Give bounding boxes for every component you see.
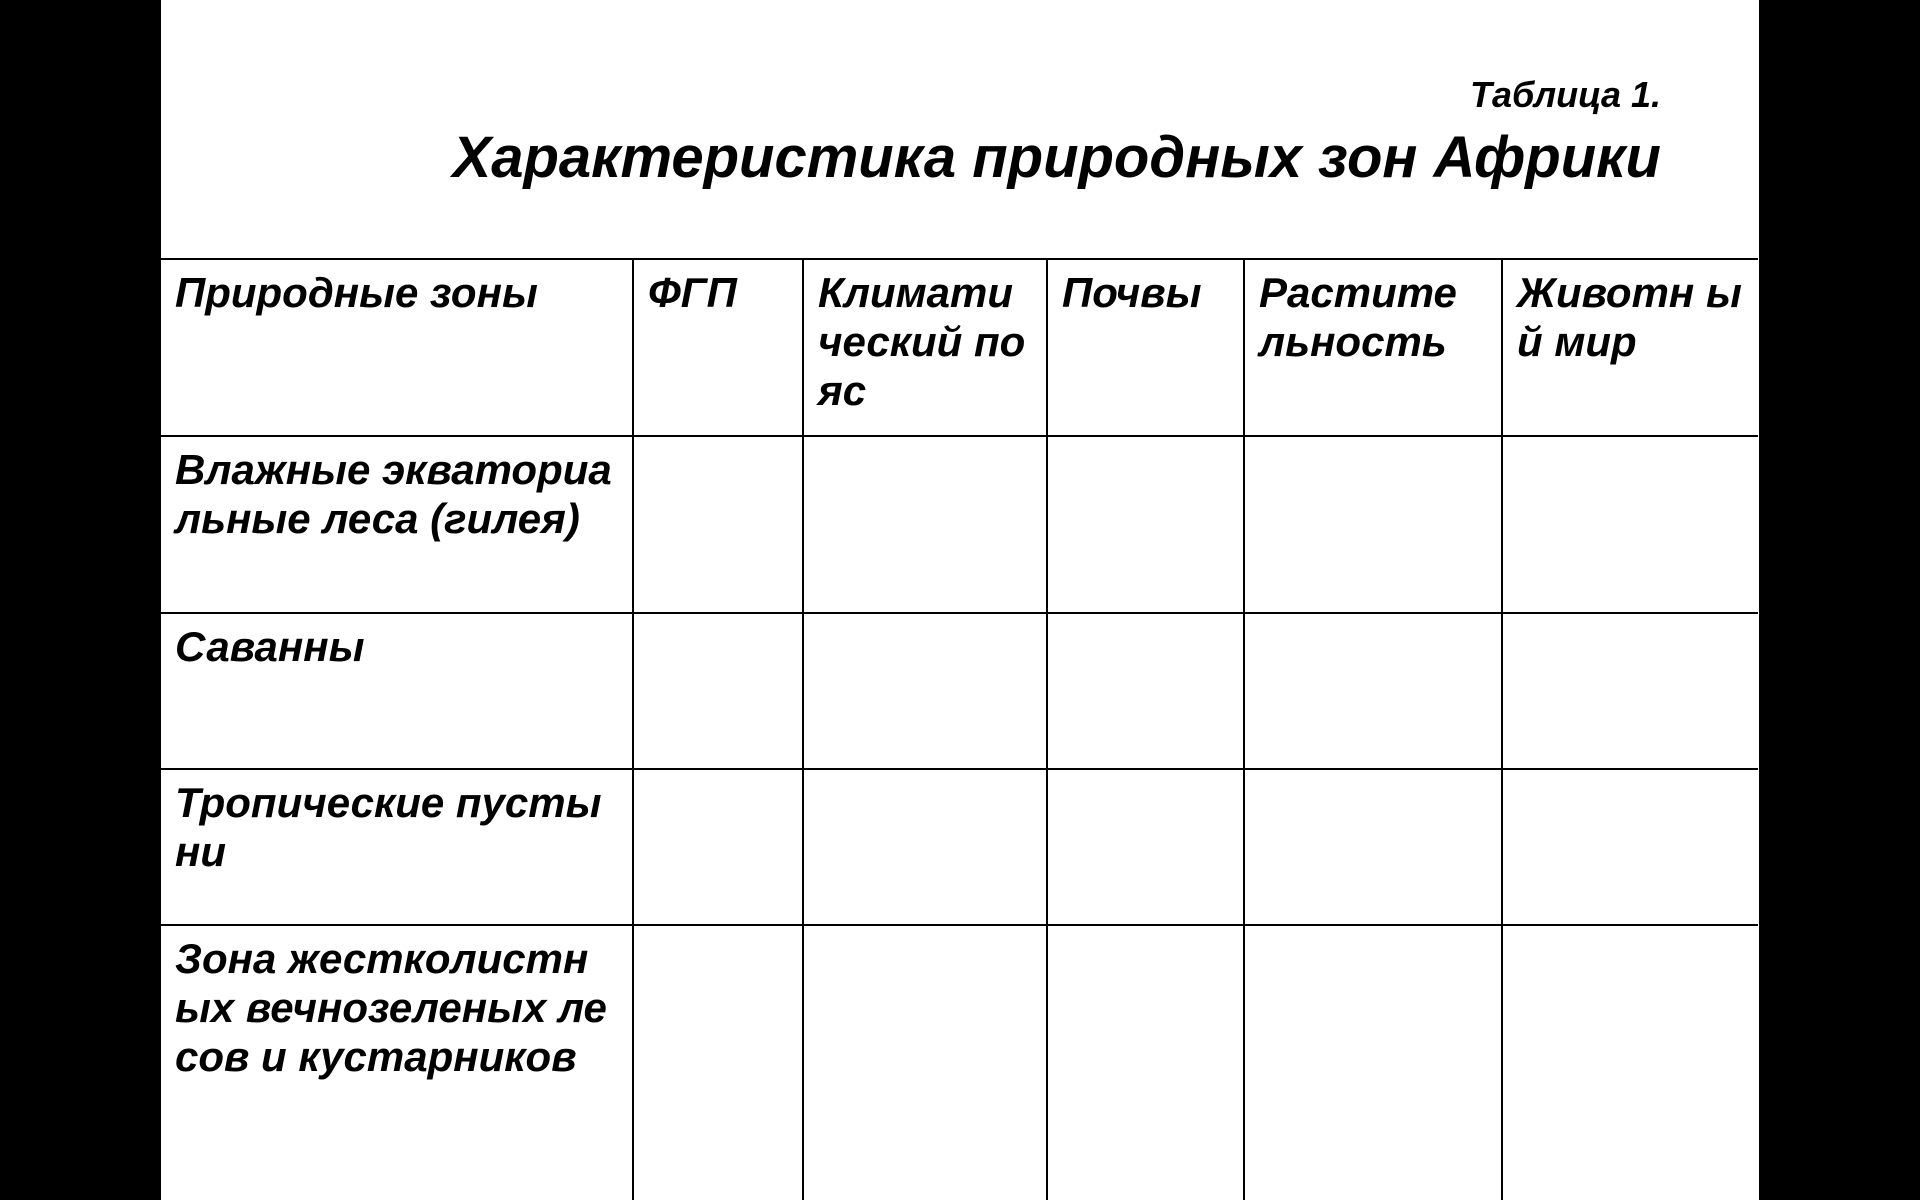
empty-cell xyxy=(1047,436,1244,613)
header-fgp: ФГП xyxy=(633,259,803,436)
table-row xyxy=(161,436,1758,613)
empty-cell xyxy=(1244,769,1502,925)
empty-cell xyxy=(1244,925,1502,1200)
table-row xyxy=(161,769,1758,925)
zone-name-cell: Зона жестколистных вечнозеленых лесов и кустарников xyxy=(161,925,633,1200)
zone-name-cell: Влажные экваториальные леса (гилея) xyxy=(161,436,633,613)
header-soils: Почвы xyxy=(1047,259,1244,436)
page-title: Характеристика природных зон Африки xyxy=(452,125,1661,190)
empty-cell xyxy=(1502,613,1758,769)
table-header-row xyxy=(161,259,1758,436)
natural-zones-table xyxy=(161,258,1758,1200)
header-fauna: Животн ый мир xyxy=(1502,259,1758,436)
header-vegetation: Растите льность xyxy=(1244,259,1502,436)
empty-cell xyxy=(803,769,1047,925)
header-climate-belt: Климати ческий пояс xyxy=(803,259,1047,436)
header-natural-zones: Природные зоны xyxy=(161,259,633,436)
table-row xyxy=(161,925,1758,1200)
empty-cell xyxy=(1244,613,1502,769)
empty-cell xyxy=(1502,925,1758,1200)
empty-cell xyxy=(633,925,803,1200)
zone-name-cell: Тропические пустыни xyxy=(161,769,633,925)
empty-cell xyxy=(1502,769,1758,925)
table-row xyxy=(161,613,1758,769)
slide xyxy=(161,0,1759,1200)
empty-cell xyxy=(803,925,1047,1200)
empty-cell xyxy=(633,436,803,613)
empty-cell xyxy=(1244,436,1502,613)
empty-cell xyxy=(1047,613,1244,769)
empty-cell xyxy=(1047,925,1244,1200)
empty-cell xyxy=(803,613,1047,769)
empty-cell xyxy=(803,436,1047,613)
empty-cell xyxy=(1047,769,1244,925)
table-caption: Таблица 1. xyxy=(1469,74,1661,115)
zone-name-cell: Саванны xyxy=(161,613,633,769)
empty-cell xyxy=(633,769,803,925)
empty-cell xyxy=(633,613,803,769)
empty-cell xyxy=(1502,436,1758,613)
